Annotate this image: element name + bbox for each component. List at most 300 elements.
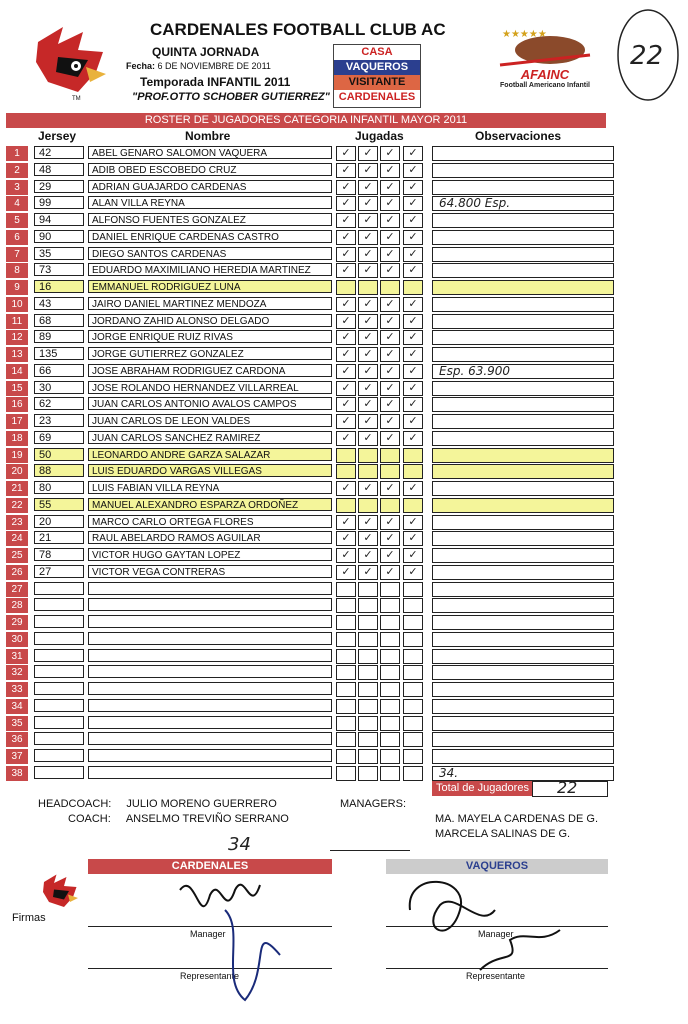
obs-cell: 34.: [432, 766, 614, 781]
jugada-cell: [403, 649, 423, 664]
obs-cell: [432, 330, 614, 345]
row-number: 22: [6, 498, 28, 513]
table-row: [6, 196, 608, 211]
obs-cell: [432, 531, 614, 546]
table-row: [6, 716, 608, 731]
jugada-cell: [403, 732, 423, 747]
handwritten-34: 34: [228, 834, 251, 855]
name-cell: [88, 699, 332, 712]
jugada-cell: [403, 749, 423, 764]
prof-name: "PROF.OTTO SCHOBER GUTIERREZ": [132, 91, 330, 103]
representante-label-right: Representante: [466, 971, 526, 981]
table-row: [6, 464, 608, 479]
jugada-cell: ✓: [336, 481, 356, 496]
jugada-cell: [403, 632, 423, 647]
cardinal-small-logo-icon: [38, 872, 80, 912]
jugada-cell: [336, 448, 356, 463]
jugada-cell: ✓: [403, 431, 423, 446]
obs-cell: 64.800 Esp.: [432, 196, 614, 211]
name-cell: [88, 615, 332, 628]
jugada-cell: ✓: [380, 347, 400, 362]
jugada-cell: ✓: [380, 364, 400, 379]
jersey-cell: [34, 632, 84, 645]
jugada-cell: ✓: [403, 230, 423, 245]
name-cell: LUIS FABIAN VILLA REYNA: [88, 481, 332, 494]
jersey-cell: 69: [34, 431, 84, 444]
jugada-cell: ✓: [358, 163, 378, 178]
obs-cell: [432, 565, 614, 580]
jugada-cell: ✓: [336, 347, 356, 362]
jugada-cell: ✓: [403, 146, 423, 161]
name-cell: DANIEL ENRIQUE CARDENAS CASTRO: [88, 230, 332, 243]
jugada-cell: ✓: [380, 381, 400, 396]
jersey-cell: [34, 716, 84, 729]
cardinal-logo-icon: [28, 22, 108, 102]
afainc-sub: Football Americano Infantil: [500, 82, 590, 89]
table-row: [6, 280, 608, 295]
name-cell: EDUARDO MAXIMILIANO HEREDIA MARTINEZ: [88, 263, 332, 276]
row-number: 28: [6, 598, 28, 613]
row-number: 29: [6, 615, 28, 630]
name-cell: [88, 716, 332, 729]
manager-label-left: Manager: [190, 929, 226, 939]
jugada-cell: [380, 448, 400, 463]
col-jersey: Jersey: [38, 129, 77, 143]
jugada-cell: [380, 598, 400, 613]
jugada-cell: [336, 716, 356, 731]
coach-row: [68, 813, 289, 825]
row-number: 9: [6, 280, 28, 295]
jugada-cell: [358, 498, 378, 513]
obs-cell: [432, 632, 614, 647]
jugada-cell: ✓: [336, 431, 356, 446]
jugada-cell: ✓: [358, 263, 378, 278]
jersey-cell: 42: [34, 146, 84, 159]
jugada-cell: ✓: [336, 230, 356, 245]
jersey-cell: 16: [34, 280, 84, 293]
name-cell: JUAN CARLOS SANCHEZ RAMIREZ: [88, 431, 332, 444]
jugada-cell: ✓: [358, 213, 378, 228]
jugada-cell: [358, 632, 378, 647]
row-number: 1: [6, 146, 28, 161]
table-row: [6, 247, 608, 262]
name-cell: JORDANO ZAHID ALONSO DELGADO: [88, 314, 332, 327]
obs-cell: Esp. 63.900: [432, 364, 614, 379]
jugada-cell: ✓: [380, 180, 400, 195]
jugada-cell: ✓: [403, 414, 423, 429]
jugada-cell: ✓: [358, 180, 378, 195]
table-row: [6, 565, 608, 580]
row-number: 26: [6, 565, 28, 580]
jugada-cell: [358, 749, 378, 764]
name-cell: MARCO CARLO ORTEGA FLORES: [88, 515, 332, 528]
jugada-cell: ✓: [380, 230, 400, 245]
table-row: [6, 397, 608, 412]
row-number: 2: [6, 163, 28, 178]
table-row: [6, 213, 608, 228]
headcoach-row: [38, 798, 277, 810]
obs-cell: [432, 732, 614, 747]
obs-cell: [432, 381, 614, 396]
obs-cell: [432, 431, 614, 446]
jersey-cell: [34, 649, 84, 662]
jugada-cell: [403, 448, 423, 463]
row-number: 18: [6, 431, 28, 446]
jugada-cell: [336, 615, 356, 630]
jersey-cell: 78: [34, 548, 84, 561]
jugada-cell: ✓: [358, 146, 378, 161]
jersey-cell: [34, 682, 84, 695]
name-cell: JOSE ROLANDO HERNANDEZ VILLARREAL: [88, 381, 332, 394]
jersey-cell: 73: [34, 263, 84, 276]
obs-cell: [432, 247, 614, 262]
firmas-label: Firmas: [12, 912, 46, 924]
jugada-cell: ✓: [336, 196, 356, 211]
row-number: 3: [6, 180, 28, 195]
jugada-cell: [380, 632, 400, 647]
row-number: 15: [6, 381, 28, 396]
jugada-cell: [380, 498, 400, 513]
jersey-cell: 27: [34, 565, 84, 578]
jugada-cell: ✓: [336, 297, 356, 312]
col-nombre: Nombre: [185, 129, 231, 143]
coach-label: COACH:: [68, 813, 111, 825]
jugada-cell: ✓: [358, 515, 378, 530]
table-row: [6, 531, 608, 546]
jugada-cell: ✓: [380, 196, 400, 211]
row-number: 36: [6, 732, 28, 747]
jugada-cell: [336, 582, 356, 597]
table-row: [6, 146, 608, 161]
row-number: 35: [6, 716, 28, 731]
signature-left: [150, 860, 350, 1010]
fecha-label: Fecha:: [126, 61, 156, 71]
jugada-cell: [336, 632, 356, 647]
col-observaciones: Observaciones: [475, 129, 562, 143]
row-number: 33: [6, 682, 28, 697]
jugada-cell: [380, 280, 400, 295]
jugada-cell: [358, 615, 378, 630]
obs-cell: [432, 716, 614, 731]
name-cell: ALFONSO FUENTES GONZALEZ: [88, 213, 332, 226]
headcoach-label: HEADCOACH:: [38, 798, 112, 810]
row-number: 14: [6, 364, 28, 379]
row-number: 23: [6, 515, 28, 530]
jugada-cell: ✓: [380, 397, 400, 412]
jersey-cell: [34, 615, 84, 628]
jugada-cell: ✓: [403, 297, 423, 312]
jugada-cell: ✓: [380, 297, 400, 312]
jersey-cell: 94: [34, 213, 84, 226]
jugada-cell: ✓: [380, 481, 400, 496]
row-number: 4: [6, 196, 28, 211]
jugada-cell: [358, 766, 378, 781]
home-team: VAQUEROS: [334, 60, 420, 75]
jugada-cell: ✓: [380, 515, 400, 530]
jugada-cell: ✓: [358, 230, 378, 245]
jersey-cell: [34, 598, 84, 611]
row-number: 21: [6, 481, 28, 496]
jugada-cell: ✓: [403, 247, 423, 262]
jugada-cell: [336, 682, 356, 697]
headcoach-name: JULIO MORENO GUERRERO: [126, 798, 277, 810]
col-jugadas: Jugadas: [355, 129, 404, 143]
fecha-value: 6 DE NOVIEMBRE DE 2011: [157, 61, 271, 71]
jugada-cell: [380, 766, 400, 781]
jugada-cell: [358, 280, 378, 295]
casa-label: CASA: [334, 45, 420, 60]
jugada-cell: ✓: [336, 330, 356, 345]
row-number: 24: [6, 531, 28, 546]
jugada-cell: [403, 582, 423, 597]
table-row: [6, 598, 608, 613]
obs-cell: [432, 163, 614, 178]
svg-text:★★★★★: ★★★★★: [502, 29, 547, 40]
jersey-cell: [34, 732, 84, 745]
jersey-cell: 43: [34, 297, 84, 310]
obs-cell: [432, 749, 614, 764]
jersey-cell: 88: [34, 464, 84, 477]
jugada-cell: ✓: [380, 263, 400, 278]
table-row: [6, 649, 608, 664]
row-number: 16: [6, 397, 28, 412]
jugada-cell: [403, 682, 423, 697]
name-cell: JORGE ENRIQUE RUIZ RIVAS: [88, 330, 332, 343]
obs-cell: [432, 280, 614, 295]
jersey-cell: 68: [34, 314, 84, 327]
name-cell: DIEGO SANTOS CARDENAS: [88, 247, 332, 260]
obs-cell: [432, 515, 614, 530]
jersey-cell: 50: [34, 448, 84, 461]
jugada-cell: ✓: [358, 297, 378, 312]
row-number: 32: [6, 665, 28, 680]
representante-label-left: Representante: [180, 971, 240, 981]
temporada: Temporada INFANTIL 2011: [140, 75, 291, 89]
jugada-cell: [403, 716, 423, 731]
jersey-cell: 30: [34, 381, 84, 394]
row-number: 19: [6, 448, 28, 463]
name-cell: ALAN VILLA REYNA: [88, 196, 332, 209]
jugada-cell: [403, 498, 423, 513]
name-cell: ADRIAN GUAJARDO CARDENAS: [88, 180, 332, 193]
jugada-cell: ✓: [403, 381, 423, 396]
jugada-cell: ✓: [336, 163, 356, 178]
name-cell: [88, 665, 332, 678]
name-cell: [88, 732, 332, 745]
jugada-cell: [380, 749, 400, 764]
table-row: [6, 448, 608, 463]
jersey-cell: 66: [34, 364, 84, 377]
jugada-cell: ✓: [358, 414, 378, 429]
total-label: Total de Jugadores: [432, 781, 532, 796]
name-cell: ABEL GENARO SALOMON VAQUERA: [88, 146, 332, 159]
table-row: [6, 498, 608, 513]
jugada-cell: [358, 649, 378, 664]
jugada-cell: [380, 665, 400, 680]
jugada-cell: [336, 699, 356, 714]
table-row: [6, 515, 608, 530]
name-cell: JOSE ABRAHAM RODRIGUEZ CARDONA: [88, 364, 332, 377]
obs-cell: [432, 314, 614, 329]
jugada-cell: ✓: [358, 431, 378, 446]
jugada-cell: ✓: [358, 381, 378, 396]
jugada-cell: [336, 649, 356, 664]
football-stars-icon: [490, 25, 600, 70]
jugada-cell: [336, 464, 356, 479]
obs-cell: [432, 414, 614, 429]
jugada-cell: [358, 732, 378, 747]
jersey-cell: [34, 699, 84, 712]
row-number: 38: [6, 766, 28, 781]
table-row: [6, 180, 608, 195]
name-cell: LEONARDO ANDRE GARZA SALAZAR: [88, 448, 332, 461]
jugada-cell: [380, 682, 400, 697]
obs-cell: [432, 146, 614, 161]
row-number: 25: [6, 548, 28, 563]
jugada-cell: [403, 699, 423, 714]
table-row: [6, 732, 608, 747]
jugada-cell: ✓: [403, 548, 423, 563]
away-team: CARDENALES: [334, 90, 420, 105]
table-row: [6, 682, 608, 697]
obs-cell: [432, 481, 614, 496]
jugada-cell: ✓: [358, 196, 378, 211]
jersey-cell: 21: [34, 531, 84, 544]
row-number: 31: [6, 649, 28, 664]
jugada-cell: [380, 716, 400, 731]
jugada-cell: ✓: [380, 414, 400, 429]
jugada-cell: ✓: [403, 397, 423, 412]
jugada-cell: [380, 615, 400, 630]
jugada-cell: ✓: [403, 314, 423, 329]
visitante-label: VISITANTE: [334, 75, 420, 90]
jugada-cell: ✓: [403, 565, 423, 580]
name-cell: JAIRO DANIEL MARTINEZ MENDOZA: [88, 297, 332, 310]
corner-number: 22: [630, 41, 664, 71]
jugada-cell: [380, 732, 400, 747]
jugada-cell: ✓: [358, 347, 378, 362]
jersey-cell: 35: [34, 247, 84, 260]
jugada-cell: ✓: [380, 247, 400, 262]
row-number: 17: [6, 414, 28, 429]
jugada-cell: ✓: [358, 314, 378, 329]
jersey-cell: 23: [34, 414, 84, 427]
jersey-cell: 80: [34, 481, 84, 494]
jugada-cell: ✓: [358, 531, 378, 546]
jugada-cell: ✓: [403, 263, 423, 278]
table-row: [6, 749, 608, 764]
jersey-cell: 99: [34, 196, 84, 209]
name-cell: [88, 682, 332, 695]
jugada-cell: ✓: [336, 381, 356, 396]
name-cell: EMMANUEL RODRIGUEZ LUNA: [88, 280, 332, 293]
tm-mark: TM: [72, 96, 81, 102]
table-row: [6, 330, 608, 345]
obs-cell: [432, 230, 614, 245]
name-cell: JUAN CARLOS DE LEON VALDES: [88, 414, 332, 427]
table-row: [6, 314, 608, 329]
signature-right: [400, 870, 600, 1000]
jugada-cell: [358, 716, 378, 731]
jugada-cell: ✓: [336, 515, 356, 530]
manager-1: MA. MAYELA CARDENAS DE G.: [435, 813, 599, 825]
obs-cell: [432, 464, 614, 479]
table-row: [6, 163, 608, 178]
coach-name: ANSELMO TREVIÑO SERRANO: [125, 813, 289, 825]
jersey-cell: 89: [34, 330, 84, 343]
total-value: 22: [557, 778, 578, 797]
page-title: CARDENALES FOOTBALL CLUB AC: [150, 20, 446, 39]
row-number: 20: [6, 464, 28, 479]
jugada-cell: [403, 598, 423, 613]
table-row: [6, 615, 608, 630]
total-value-box: [532, 778, 608, 797]
jersey-cell: 55: [34, 498, 84, 511]
obs-cell: [432, 665, 614, 680]
jugada-cell: ✓: [336, 180, 356, 195]
table-row: [6, 699, 608, 714]
obs-cell: [432, 297, 614, 312]
jugada-cell: [380, 699, 400, 714]
name-cell: VICTOR HUGO GAYTAN LOPEZ: [88, 548, 332, 561]
name-cell: RAUL ABELARDO RAMOS AGUILAR: [88, 531, 332, 544]
jugada-cell: ✓: [380, 330, 400, 345]
manager-2: MARCELA SALINAS DE G.: [435, 828, 571, 840]
name-cell: [88, 749, 332, 762]
jugada-cell: [358, 598, 378, 613]
obs-cell: [432, 649, 614, 664]
row-number: 37: [6, 749, 28, 764]
jersey-cell: [34, 582, 84, 595]
row-number: 5: [6, 213, 28, 228]
jersey-cell: [34, 766, 84, 779]
table-row: [6, 481, 608, 496]
jugada-cell: ✓: [380, 531, 400, 546]
jugada-cell: ✓: [336, 247, 356, 262]
table-row: [6, 381, 608, 396]
name-cell: [88, 766, 332, 779]
table-row: [6, 766, 608, 781]
table-row: [6, 431, 608, 446]
jugada-cell: ✓: [358, 397, 378, 412]
jugada-cell: ✓: [358, 481, 378, 496]
jugada-cell: [336, 598, 356, 613]
jugada-cell: ✓: [336, 565, 356, 580]
jugada-cell: [403, 766, 423, 781]
jugada-cell: [358, 665, 378, 680]
teams-box: [333, 44, 421, 108]
jugada-cell: ✓: [358, 548, 378, 563]
jugada-cell: [403, 665, 423, 680]
jugada-cell: ✓: [403, 364, 423, 379]
jugada-cell: [336, 749, 356, 764]
obs-cell: [432, 498, 614, 513]
afainc-logo: [485, 25, 605, 105]
jersey-cell: 48: [34, 163, 84, 176]
jugada-cell: [403, 280, 423, 295]
table-row: [6, 364, 608, 379]
jersey-cell: 62: [34, 397, 84, 410]
jugada-cell: ✓: [380, 431, 400, 446]
jugada-cell: [336, 766, 356, 781]
obs-cell: [432, 615, 614, 630]
row-number: 11: [6, 314, 28, 329]
jugada-cell: ✓: [336, 397, 356, 412]
row-number: 34: [6, 699, 28, 714]
jugada-cell: [380, 582, 400, 597]
name-cell: ADIB OBED ESCOBEDO CRUZ: [88, 163, 332, 176]
jugada-cell: [358, 464, 378, 479]
